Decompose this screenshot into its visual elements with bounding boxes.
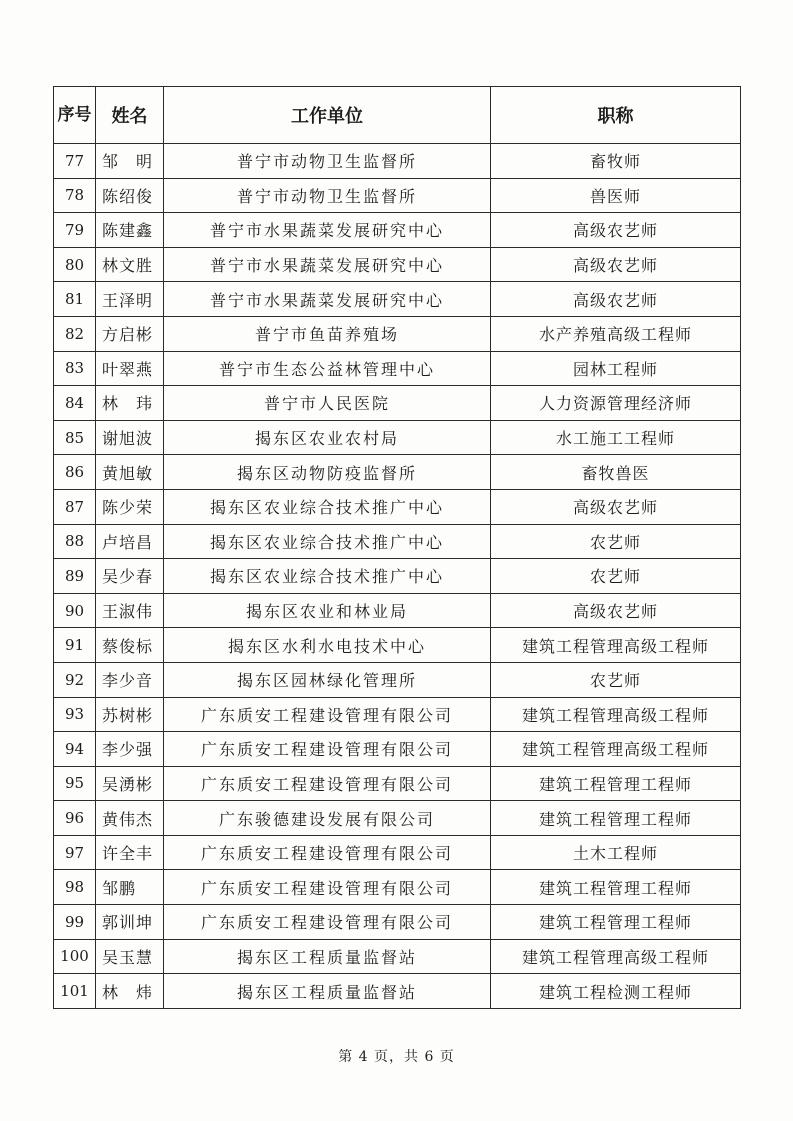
header-seq: 序号 xyxy=(54,87,96,144)
row-unit: 揭东区农业综合技术推广中心 xyxy=(164,489,491,524)
row-title: 农艺师 xyxy=(491,662,741,697)
row-unit: 普宁市生态公益林管理中心 xyxy=(164,351,491,386)
row-title: 建筑工程管理工程师 xyxy=(491,766,741,801)
row-number: 93 xyxy=(54,697,96,732)
page-footer: 第 4 页，共 6 页 xyxy=(338,1049,455,1065)
row-title: 高级农艺师 xyxy=(491,213,741,248)
row-title: 土木工程师 xyxy=(491,835,741,870)
row-number: 87 xyxy=(54,489,96,524)
table-row xyxy=(54,662,741,697)
table-row xyxy=(54,766,741,801)
table-row xyxy=(54,420,741,455)
table-row xyxy=(54,835,741,870)
row-unit: 揭东区工程质量监督站 xyxy=(164,939,491,974)
header-name: 姓名 xyxy=(96,87,164,144)
table-row xyxy=(54,732,741,767)
row-unit: 普宁市动物卫生监督所 xyxy=(164,144,491,179)
row-title: 畜牧兽医 xyxy=(491,455,741,490)
row-unit: 揭东区工程质量监督站 xyxy=(164,974,491,1009)
row-unit: 普宁市人民医院 xyxy=(164,386,491,421)
row-number: 98 xyxy=(54,870,96,905)
row-name: 谢旭波 xyxy=(96,420,164,455)
row-number: 78 xyxy=(54,178,96,213)
row-number: 86 xyxy=(54,455,96,490)
table-row xyxy=(54,282,741,317)
row-name: 陈建鑫 xyxy=(96,213,164,248)
row-title: 高级农艺师 xyxy=(491,282,741,317)
row-name: 叶翠燕 xyxy=(96,351,164,386)
row-number: 85 xyxy=(54,420,96,455)
table-row xyxy=(54,593,741,628)
table-row xyxy=(54,559,741,594)
row-unit: 广东质安工程建设管理有限公司 xyxy=(164,732,491,767)
row-unit: 广东质安工程建设管理有限公司 xyxy=(164,905,491,940)
row-name: 黄旭敏 xyxy=(96,455,164,490)
row-title: 建筑工程管理高级工程师 xyxy=(491,697,741,732)
row-title: 水产养殖高级工程师 xyxy=(491,316,741,351)
row-title: 人力资源管理经济师 xyxy=(491,386,741,421)
row-name: 陈少荣 xyxy=(96,489,164,524)
row-number: 81 xyxy=(54,282,96,317)
row-name: 吴玉慧 xyxy=(96,939,164,974)
row-unit: 揭东区农业农村局 xyxy=(164,420,491,455)
table-row xyxy=(54,801,741,836)
row-title: 建筑工程管理高级工程师 xyxy=(491,732,741,767)
row-name: 许全丰 xyxy=(96,835,164,870)
row-number: 88 xyxy=(54,524,96,559)
row-title: 建筑工程管理工程师 xyxy=(491,870,741,905)
row-title: 农艺师 xyxy=(491,524,741,559)
table-row xyxy=(54,870,741,905)
row-title: 建筑工程检测工程师 xyxy=(491,974,741,1009)
row-name: 邹 明 xyxy=(96,144,164,179)
table-row xyxy=(54,386,741,421)
row-number: 94 xyxy=(54,732,96,767)
row-name: 黄伟杰 xyxy=(96,801,164,836)
row-number: 91 xyxy=(54,628,96,663)
row-name: 王泽明 xyxy=(96,282,164,317)
row-number: 95 xyxy=(54,766,96,801)
header-unit: 工作单位 xyxy=(164,87,491,144)
row-unit: 广东质安工程建设管理有限公司 xyxy=(164,697,491,732)
table-row xyxy=(54,247,741,282)
row-title: 建筑工程管理高级工程师 xyxy=(491,939,741,974)
row-title: 农艺师 xyxy=(491,559,741,594)
row-title: 建筑工程管理高级工程师 xyxy=(491,628,741,663)
row-number: 89 xyxy=(54,559,96,594)
table-row xyxy=(54,524,741,559)
row-title: 建筑工程管理工程师 xyxy=(491,905,741,940)
row-unit: 揭东区园林绿化管理所 xyxy=(164,662,491,697)
row-unit: 普宁市水果蔬菜发展研究中心 xyxy=(164,282,491,317)
row-name: 李少音 xyxy=(96,662,164,697)
table-row xyxy=(54,316,741,351)
row-unit: 广东质安工程建设管理有限公司 xyxy=(164,870,491,905)
row-name: 邹鹏 xyxy=(96,870,164,905)
row-unit: 揭东区水利水电技术中心 xyxy=(164,628,491,663)
row-number: 80 xyxy=(54,247,96,282)
row-title: 高级农艺师 xyxy=(491,247,741,282)
table-row xyxy=(54,489,741,524)
table-row xyxy=(54,974,741,1009)
row-name: 林 玮 xyxy=(96,386,164,421)
row-number: 99 xyxy=(54,905,96,940)
row-number: 90 xyxy=(54,593,96,628)
row-title: 兽医师 xyxy=(491,178,741,213)
row-unit: 普宁市水果蔬菜发展研究中心 xyxy=(164,247,491,282)
table-row xyxy=(54,144,741,179)
table-row xyxy=(54,939,741,974)
row-unit: 广东质安工程建设管理有限公司 xyxy=(164,835,491,870)
row-unit: 揭东区农业综合技术推广中心 xyxy=(164,559,491,594)
row-name: 吴湧彬 xyxy=(96,766,164,801)
row-title: 高级农艺师 xyxy=(491,489,741,524)
row-title: 高级农艺师 xyxy=(491,593,741,628)
table-row xyxy=(54,178,741,213)
row-title: 园林工程师 xyxy=(491,351,741,386)
row-name: 林 炜 xyxy=(96,974,164,1009)
row-name: 方启彬 xyxy=(96,316,164,351)
row-name: 卢培昌 xyxy=(96,524,164,559)
row-unit: 普宁市动物卫生监督所 xyxy=(164,178,491,213)
row-name: 郭训坤 xyxy=(96,905,164,940)
table-row xyxy=(54,905,741,940)
personnel-table xyxy=(53,86,741,1009)
row-number: 83 xyxy=(54,351,96,386)
row-unit: 广东质安工程建设管理有限公司 xyxy=(164,766,491,801)
row-unit: 普宁市鱼苗养殖场 xyxy=(164,316,491,351)
row-number: 100 xyxy=(54,939,96,974)
row-name: 林文胜 xyxy=(96,247,164,282)
row-title: 畜牧师 xyxy=(491,144,741,179)
table-row xyxy=(54,213,741,248)
row-number: 84 xyxy=(54,386,96,421)
table-row xyxy=(54,697,741,732)
row-unit: 揭东区农业综合技术推广中心 xyxy=(164,524,491,559)
row-number: 79 xyxy=(54,213,96,248)
row-name: 苏树彬 xyxy=(96,697,164,732)
row-unit: 揭东区农业和林业局 xyxy=(164,593,491,628)
row-title: 建筑工程管理工程师 xyxy=(491,801,741,836)
row-unit: 广东骏德建设发展有限公司 xyxy=(164,801,491,836)
row-number: 101 xyxy=(54,974,96,1009)
row-name: 李少强 xyxy=(96,732,164,767)
table-header xyxy=(54,87,741,144)
row-name: 蔡俊标 xyxy=(96,628,164,663)
row-number: 97 xyxy=(54,835,96,870)
row-number: 82 xyxy=(54,316,96,351)
row-number: 96 xyxy=(54,801,96,836)
row-name: 陈绍俊 xyxy=(96,178,164,213)
table-row xyxy=(54,628,741,663)
row-name: 吴少春 xyxy=(96,559,164,594)
row-number: 92 xyxy=(54,662,96,697)
table-row xyxy=(54,351,741,386)
row-title: 水工施工工程师 xyxy=(491,420,741,455)
table-row xyxy=(54,455,741,490)
row-number: 77 xyxy=(54,144,96,179)
header-title: 职称 xyxy=(491,87,741,144)
table-body xyxy=(54,144,741,1009)
row-unit: 普宁市水果蔬菜发展研究中心 xyxy=(164,213,491,248)
row-name: 王淑伟 xyxy=(96,593,164,628)
row-unit: 揭东区动物防疫监督所 xyxy=(164,455,491,490)
